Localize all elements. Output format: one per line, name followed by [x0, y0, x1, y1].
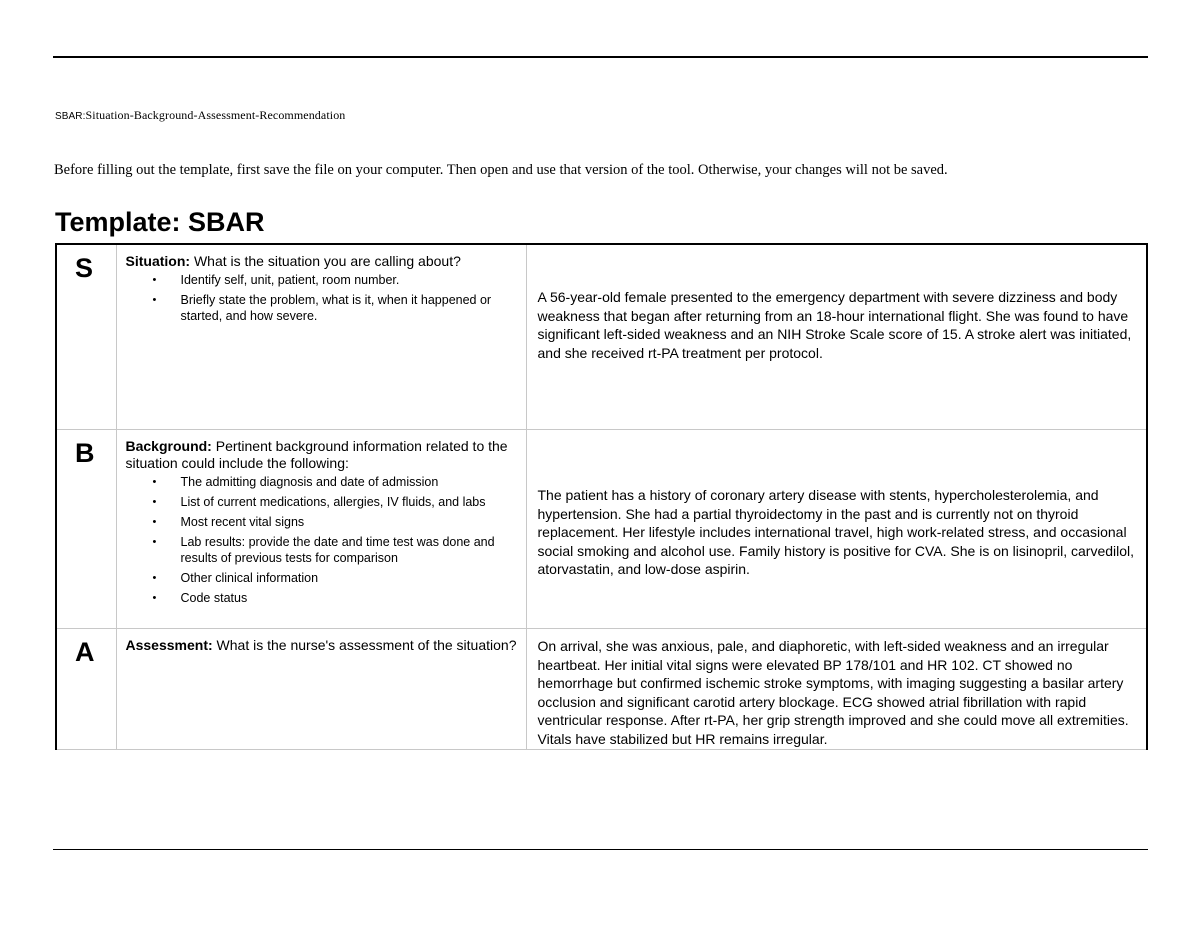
row-letter: A	[75, 637, 95, 667]
list-item: • Lab results: provide the date and time test was done and results of previous tests for comparison	[126, 534, 520, 566]
row-label: Assessment:	[125, 637, 213, 653]
answer-cell[interactable]	[526, 430, 1147, 629]
instructions-text: Before filling out the template, first save the file on your computer. Then open and use that version of the tool. Otherwise, your changes will not be saved.	[54, 162, 948, 178]
letter-cell	[56, 629, 116, 750]
sbar-table	[55, 243, 1148, 750]
row-prompt: Pertinent background information related to the situation could include the following:	[125, 438, 508, 471]
answer-cell[interactable]	[526, 244, 1147, 430]
list-item: • List of current medications, allergies, IV fluids, and labs	[126, 494, 520, 510]
list-item: • Code status	[126, 590, 520, 606]
row-letter: B	[75, 438, 95, 468]
answer-text[interactable]: A 56-year-old female presented to the emergency department with severe dizziness and body weakness that began after returning from an 18-hour international flight. She was found to have significant left-sided weakness and an NIH Stroke Scale score of 15. A stroke alert was initiated, and she received rt-PA treatment per protocol.	[537, 289, 1132, 361]
list-item: • Identify self, unit, patient, room number.	[126, 272, 520, 288]
row-label: Situation:	[125, 253, 191, 269]
row-label: Background:	[125, 438, 212, 454]
header-code: SBAR:	[55, 111, 86, 122]
table-row-assessment	[56, 629, 1147, 750]
list-item: • The admitting diagnosis and date of admission	[126, 474, 520, 490]
list-item: • Briefly state the problem, what is it, when it happened or started, and how severe.	[126, 292, 520, 324]
document-header	[55, 108, 345, 123]
prompt-bullets	[126, 272, 520, 324]
prompt-cell	[116, 629, 526, 750]
answer-text[interactable]: The patient has a history of coronary artery disease with stents, hypercholesterolemia, and hypertension. She had a partial thyroidectomy in the past and is currently not on thyroid replacement. Her lifestyle includes international travel, high work-related stress, and occasional social smoking and alcohol use. Family history is positive for CVA. She is on lisinopril, carvedilol, atorvastatin, and low-dose aspirin.	[537, 487, 1135, 578]
header-title: Situation-Background-Assessment-Recommendation	[85, 108, 346, 122]
bottom-rule	[53, 849, 1148, 850]
table-row-situation	[56, 244, 1147, 430]
page-title: Template: SBAR	[55, 207, 265, 237]
top-rule	[53, 56, 1148, 58]
row-letter: S	[75, 253, 94, 283]
prompt-cell	[116, 244, 526, 430]
answer-cell[interactable]	[526, 629, 1147, 750]
letter-cell	[56, 430, 116, 629]
prompt-bullets	[126, 474, 520, 606]
list-item: • Most recent vital signs	[126, 514, 520, 530]
row-prompt: What is the nurse's assessment of the situation?	[216, 637, 517, 653]
table-row-background	[56, 430, 1147, 629]
list-item: • Other clinical information	[126, 570, 520, 586]
letter-cell	[56, 244, 116, 430]
prompt-cell	[116, 430, 526, 629]
row-prompt: What is the situation you are calling about?	[193, 253, 461, 269]
answer-text[interactable]: On arrival, she was anxious, pale, and diaphoretic, with left-sided weakness and an irregular heartbeat. Her initial vital signs were elevated BP 178/101 and HR 102. CT showed no hemorrhage but confirmed ischemic stroke symptoms, with imaging suggesting a basilar artery occlusion and significant carotid artery blockage. ECG showed atrial fibrillation with rapid ventricular response. After rt-PA, her grip strength improved and she could move all extremities. Vitals have stabilized but HR remains irregular.	[537, 638, 1129, 747]
